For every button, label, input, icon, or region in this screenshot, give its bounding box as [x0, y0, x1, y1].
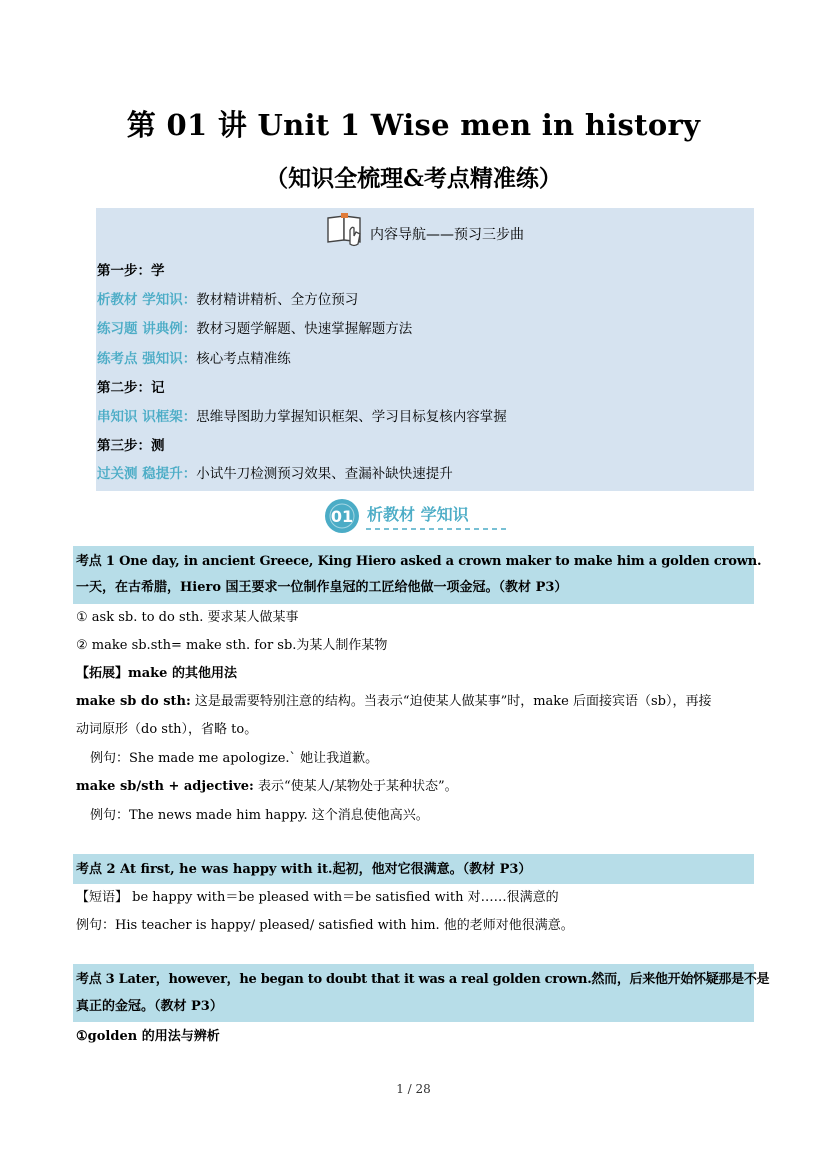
- nav-header-text: 内容导航——预习三步曲: [370, 227, 524, 243]
- nav-line-5: 第二步：记: [97, 380, 165, 396]
- nav-line-3: 练习题 讲典例：教材习题学解题、快速掌握解题方法: [97, 321, 413, 337]
- nav-line-4: 练考点 强知识：核心考点精准练: [97, 351, 291, 367]
- nav-line-1: 第一步：学: [97, 263, 165, 279]
- kp3-item: ①golden 的用法与辨析: [76, 1029, 220, 1044]
- nav-line-6: 串知识 识框架：思维导图助力掌握知识框架、学习目标复核内容掌握: [97, 409, 507, 425]
- kp2-phrase: 【短语】 be happy with＝be pleased with＝be satisfied with 对……很满意的: [76, 890, 559, 905]
- kp2-line1: 考点 2 At first, he was happy with it.起初，他对它很满意。（教材 P3）: [76, 862, 532, 877]
- kp3-line2: 真正的金冠。（教材 P3）: [76, 999, 223, 1014]
- kp1-example-2: 例句：The news made him happy. 这个消息使他高兴。: [90, 808, 429, 823]
- page-title: 第 01 讲 Unit 1 Wise men in history: [126, 108, 701, 142]
- kp1-item-1: ① ask sb. to do sth. 要求某人做某事: [76, 610, 299, 625]
- kp1-make1: make sb do sth: 这是最需要特别注意的结构。当表示“迫使某人做某事”时，make 后面接宾语（sb），再接: [76, 694, 712, 709]
- kp1-item-2: ② make sb.sth= make sth. for sb.为某人制作某物: [76, 638, 388, 653]
- nav-line-7: 第三步：测: [97, 438, 165, 454]
- nav-header: [96, 212, 754, 246]
- section-number: 01: [330, 507, 354, 526]
- kp1-make2: make sb/sth + adjective: 表示“使某人/某物处于某种状态”。: [76, 779, 458, 794]
- page-subtitle: （知识全梳理&考点精准练）: [265, 165, 562, 192]
- page-number: 1 / 28: [396, 1082, 431, 1096]
- nav-line-2: 析教材 学知识：教材精讲精析、全方位预习: [97, 292, 359, 308]
- kp1-extension-heading: 【拓展】make 的其他用法: [76, 666, 237, 681]
- kp3-line1: 考点 3 Later，however，he began to doubt that it was a real golden crown.然而，后来他开始怀疑那是不是: [76, 972, 770, 987]
- kp1-make1-cont: 动词原形（do sth），省略 to。: [76, 722, 258, 737]
- kp1-line2: 一天，在古希腊，Hiero 国王要求一位制作皇冠的工匠给他做一项金冠。（教材 P3）: [76, 580, 568, 595]
- book-hand-icon: [326, 212, 366, 258]
- kp1-line1: 考点 1 One day, in ancient Greece, King Hiero asked a crown maker to make him a golden crown.: [76, 554, 762, 569]
- kp2-example: 例句：His teacher is happy/ pleased/ satisfied with him. 他的老师对他很满意。: [76, 918, 574, 933]
- nav-line-8: 过关测 稳提升：小试牛刀检测预习效果、查漏补缺快速提升: [97, 466, 453, 482]
- kp1-example-1: 例句：She made me apologize.` 她让我道歉。: [90, 751, 379, 766]
- section-label: 析教材 学知识: [367, 505, 469, 524]
